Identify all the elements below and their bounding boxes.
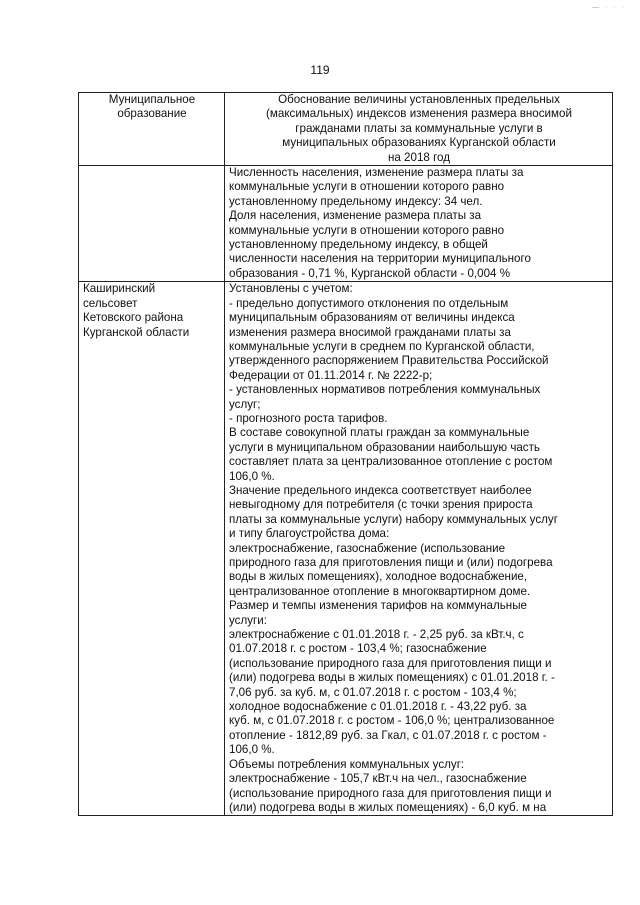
text-line: Доля населения, изменение размера платы за xyxy=(229,209,482,223)
text-line: коммунальные услуги в отношении которого равно xyxy=(229,180,505,194)
text-line: 7,06 руб. за куб. м, с 01.07.2018 г. с ростом - 103,4 %; xyxy=(229,685,517,699)
scan-corner-mark: — · · · xyxy=(592,4,626,11)
text-line: установленному предельному индексу, в общей xyxy=(229,238,488,252)
text-line: на 2018 год xyxy=(387,150,451,164)
text-line: (использование природного газа для приготовления пищи и xyxy=(229,656,552,670)
text-line: Установлены с учетом: xyxy=(229,282,353,296)
text-line: услуги в муниципальном образовании наибольшую часть xyxy=(229,440,540,454)
text-line: Объемы потребления коммунальных услуг: xyxy=(229,757,465,771)
text-line: - установленных нормативов потребления коммунальных xyxy=(229,383,541,397)
text-line: сельсовет xyxy=(83,296,138,310)
text-line: образование xyxy=(117,107,187,121)
text-line: муниципальным образованиям от величины индекса xyxy=(229,311,515,325)
table-header-row xyxy=(79,93,613,166)
table-row xyxy=(79,282,613,816)
page-number: 119 xyxy=(310,63,330,77)
text-line: куб. м, с 01.07.2018 г. с ростом - 106,0 %; централизованное xyxy=(229,714,555,728)
header-municipality-cell xyxy=(79,93,225,166)
header-justification-cell xyxy=(225,93,613,166)
text-line: утвержденного распоряжением Правительства Российской xyxy=(229,354,549,368)
text-line: муниципальных образованиях Курганской области xyxy=(282,136,556,150)
municipality-cell-empty xyxy=(79,166,225,282)
text-line: платы за коммунальные услуги) набору коммунальных услуг xyxy=(229,512,558,526)
text-line: образования - 0,71 %, Курганской области - 0,004 % xyxy=(229,266,511,280)
text-line: невыгодному для потребителя (с точки зрения прироста xyxy=(229,498,533,512)
text-line: услуги: xyxy=(229,613,267,627)
text-line: 01.07.2018 г. с ростом - 103,4 %; газоснабжение xyxy=(229,642,487,656)
text-line: Значение предельного индекса соответствует наиболее xyxy=(229,483,532,497)
text-line: гражданами платы за коммунальные услуги в xyxy=(295,121,543,135)
text-line: Федерации от 01.11.2014 г. № 2222-р; xyxy=(229,368,433,382)
text-line: электроснабжение с 01.01.2018 г. - 2,25 руб. за кВт.ч, с xyxy=(229,628,524,642)
text-line: холодное водоснабжение с 01.01.2018 г. - 43,22 руб. за xyxy=(229,700,527,714)
text-line: коммунальные услуги в среднем по Курганской области, xyxy=(229,339,535,353)
text-line: численности населения на территории муниципального xyxy=(229,252,531,266)
text-line: отопление - 1812,89 руб. за Гкал, с 01.07.2018 г. с ростом - xyxy=(229,728,547,742)
justification-text-cell xyxy=(225,282,613,816)
text-line: (или) подогрева воды в жилых помещениях) с 01.01.2018 г. - xyxy=(229,671,555,685)
text-line: Численность населения, изменение размера платы за xyxy=(229,166,524,180)
text-line: услуг; xyxy=(229,397,261,411)
text-line: Кетовского района xyxy=(83,311,184,325)
text-line: (использование природного газа для приготовления пищи и xyxy=(229,786,552,800)
text-line: составляет плата за централизованное отопление с ростом xyxy=(229,455,553,469)
text-line: Муниципальное xyxy=(108,93,196,106)
text-line: электроснабжение, газоснабжение (использование xyxy=(229,541,506,555)
table-row xyxy=(79,166,613,282)
text-line: Обоснование величины установленных предельных xyxy=(278,93,560,106)
justification-table xyxy=(78,92,613,816)
text-line: электроснабжение - 105,7 кВт.ч на чел., газоснабжение xyxy=(229,772,527,786)
text-line: централизованное отопление в многоквартирном доме. xyxy=(229,584,531,598)
text-line: (максимальных) индексов изменения размера вносимой xyxy=(266,107,572,121)
text-line: и типу благоустройства дома: xyxy=(229,527,390,541)
text-line: В составе совокупной платы граждан за коммунальные xyxy=(229,426,530,440)
text-line: Каширинский xyxy=(83,282,156,296)
text-line: Размер и темпы изменения тарифов на коммунальные xyxy=(229,599,527,613)
population-share-cell xyxy=(225,166,613,282)
text-line: - предельно допустимого отклонения по отдельным xyxy=(229,296,509,310)
text-line: Курганской области xyxy=(83,325,190,339)
municipality-name-cell xyxy=(79,282,225,816)
text-line: 106,0 %. xyxy=(229,743,275,757)
text-line: коммунальные услуги в отношении которого равно xyxy=(229,223,505,237)
text-line: природного газа для приготовления пищи и (или) подогрева xyxy=(229,556,553,569)
text-line: установленному предельному индексу: 34 чел. xyxy=(229,194,483,208)
text-line: - прогнозного роста тарифов. xyxy=(229,411,388,425)
text-line: изменения размера вносимой гражданами платы за xyxy=(229,325,511,339)
text-line: (или) подогрева воды в жилых помещениях) - 6,0 куб. м на xyxy=(229,800,547,814)
text-line: 106,0 %. xyxy=(229,469,275,483)
text-line: воды в жилых помещениях), холодное водоснабжение, xyxy=(229,570,528,584)
